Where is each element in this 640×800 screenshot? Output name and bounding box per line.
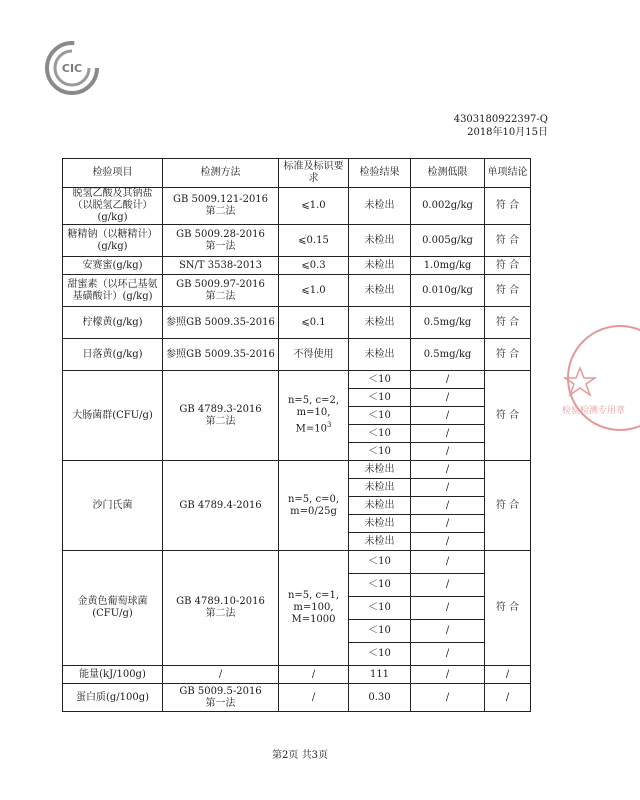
result-cell: 未检出 (349, 275, 411, 307)
table-row (63, 684, 531, 712)
table-row (63, 225, 531, 257)
standard-line: n=5, c=2, (287, 395, 340, 407)
conclusion-cell: 符 合 (485, 257, 531, 275)
report-date: 2018年10月15日 (467, 127, 548, 138)
table-row (63, 188, 531, 225)
micro-item-cell: 金黄色葡萄球菌(CFU/g) (63, 551, 163, 666)
limit-cell: / (411, 684, 485, 712)
result-cell: 未检出 (349, 225, 411, 257)
item-cell: 柠檬黄(g/kg) (63, 307, 163, 339)
header-method: 检测方法 (163, 159, 279, 188)
result-cell: ＜10 (349, 443, 411, 461)
header-item: 检验项目 (63, 159, 163, 188)
header-conclusion: 单项结论 (485, 159, 531, 188)
conclusion-cell: 符 合 (485, 371, 531, 461)
limit-cell: / (411, 533, 485, 551)
method-code: / (218, 668, 223, 680)
conclusion-cell: 符 合 (485, 307, 531, 339)
standard-line-text: m=0/25g (290, 505, 337, 517)
method-code: GB 4789.4-2016 (179, 499, 262, 511)
standard-cell: / (279, 666, 349, 684)
result-cell: ＜10 (349, 371, 411, 389)
result-cell: 未检出 (349, 188, 411, 225)
method-code: GB 5009.121-2016 (172, 194, 269, 205)
method-sub: 第二法 (205, 206, 236, 217)
standard-line-text: m=10, M=10 (295, 407, 331, 435)
method-cell (163, 461, 279, 551)
stamp-text: 检验检测专用章 (562, 406, 626, 416)
header-result: 检验结果 (349, 159, 411, 188)
conclusion-cell: 符 合 (485, 225, 531, 257)
item-cell: 脱氢乙酸及其钠盐（以脱氢乙酸计）(g/kg) (63, 188, 163, 225)
standard-line: n=5, c=1, (287, 590, 340, 601)
standard-line (281, 407, 346, 435)
standard-line (281, 602, 346, 626)
limit-cell: 0.5mg/kg (411, 307, 485, 339)
conclusion-cell: / (485, 666, 531, 684)
limit-cell: / (411, 461, 485, 479)
conclusion-cell: 符 合 (485, 339, 531, 371)
standard-line: n=5, c=0, (287, 493, 340, 505)
conclusion-cell: 符 合 (485, 188, 531, 225)
result-cell: 未检出 (349, 515, 411, 533)
table-row (63, 666, 531, 684)
method-cell (163, 551, 279, 666)
table-row (63, 275, 531, 307)
result-cell: 0.30 (349, 684, 411, 712)
standard-cell: 不得使用 (279, 339, 349, 371)
conclusion-cell: / (485, 684, 531, 712)
method-code: SN/T 3538-2013 (178, 259, 263, 271)
limit-cell: 0.010g/kg (411, 275, 485, 307)
method-sub: 第二法 (205, 608, 236, 619)
inspection-results-table (62, 158, 531, 712)
result-cell: 未检出 (349, 497, 411, 515)
method-cell (163, 188, 279, 225)
page-footer: 第2页 共3页 (272, 750, 328, 761)
result-cell: 未检出 (349, 533, 411, 551)
item-cell: 蛋白质(g/100g) (63, 684, 163, 712)
method-code: 参照GB 5009.35-2016 (166, 316, 275, 328)
method-sub: 第一法 (205, 697, 236, 709)
method-cell (163, 666, 279, 684)
result-cell: ＜10 (349, 597, 411, 620)
method-cell (163, 339, 279, 371)
limit-cell: / (411, 574, 485, 597)
method-code: GB 5009.97-2016 (176, 278, 265, 290)
limit-cell: / (411, 479, 485, 497)
limit-cell: / (411, 643, 485, 666)
limit-cell: / (411, 443, 485, 461)
table-row (63, 461, 531, 479)
micro-standard-cell (279, 371, 349, 461)
header-standard: 标准及标识要求 (279, 159, 349, 188)
micro-standard-cell (279, 461, 349, 551)
standard-cell: ⩽0.15 (279, 225, 349, 257)
standard-line (281, 506, 346, 518)
standard-cell: / (279, 684, 349, 712)
standard-cell: ⩽1.0 (279, 188, 349, 225)
method-code: 参照GB 5009.35-2016 (166, 348, 275, 360)
result-cell: 未检出 (349, 479, 411, 497)
conclusion-cell: 符 合 (485, 461, 531, 551)
item-cell: 糖精钠（以糖精计）(g/kg) (63, 225, 163, 257)
table-row (63, 371, 531, 389)
method-cell (163, 307, 279, 339)
standard-cell: ⩽1.0 (279, 275, 349, 307)
conclusion-cell: 符 合 (485, 551, 531, 666)
result-cell: 未检出 (349, 461, 411, 479)
method-cell (163, 275, 279, 307)
report-number: 4303180922397-Q (453, 114, 548, 125)
header-limit: 检测低限 (411, 159, 485, 188)
standard-line-text: m=100, M=1000 (291, 602, 336, 625)
item-cell: 日落黄(g/kg) (63, 339, 163, 371)
limit-cell: / (411, 407, 485, 425)
result-cell: ＜10 (349, 551, 411, 574)
item-cell: 能量(kJ/100g) (63, 666, 163, 684)
standard-cell: ⩽0.1 (279, 307, 349, 339)
logo-text: CIC (61, 62, 83, 75)
limit-cell: / (411, 666, 485, 684)
result-cell: 未检出 (349, 339, 411, 371)
result-cell: 111 (349, 666, 411, 684)
method-cell (163, 257, 279, 275)
cic-logo (44, 40, 100, 96)
result-cell: ＜10 (349, 643, 411, 666)
limit-cell: / (411, 620, 485, 643)
result-cell: ＜10 (349, 389, 411, 407)
result-cell: ＜10 (349, 425, 411, 443)
report-number-block (454, 113, 548, 139)
method-code: GB 5009.5-2016 (179, 685, 262, 697)
micro-item-cell: 沙门氏菌 (63, 461, 163, 551)
standard-exponent: 3 (326, 421, 332, 430)
limit-cell: / (411, 389, 485, 407)
result-cell: 未检出 (349, 257, 411, 275)
table-row (63, 551, 531, 574)
limit-cell: 0.005g/kg (411, 225, 485, 257)
method-code: GB 4789.3-2016 (179, 403, 262, 415)
table-row (63, 339, 531, 371)
method-code: GB 5009.28-2016 (176, 228, 265, 240)
limit-cell: 0.5mg/kg (411, 339, 485, 371)
result-cell: 未检出 (349, 307, 411, 339)
standard-cell: ⩽0.3 (279, 257, 349, 275)
table-row (63, 257, 531, 275)
inspection-stamp (560, 318, 640, 438)
limit-cell: / (411, 371, 485, 389)
micro-standard-cell (279, 551, 349, 666)
result-cell: ＜10 (349, 407, 411, 425)
limit-cell: / (411, 551, 485, 574)
conclusion-cell: 符 合 (485, 275, 531, 307)
method-sub: 第一法 (205, 240, 236, 252)
result-cell: ＜10 (349, 574, 411, 597)
method-sub: 第二法 (205, 415, 236, 427)
result-cell: ＜10 (349, 620, 411, 643)
method-cell (163, 684, 279, 712)
item-cell: 安赛蜜(g/kg) (63, 257, 163, 275)
method-code: GB 4789.10-2016 (176, 596, 265, 607)
limit-cell: / (411, 515, 485, 533)
method-cell (163, 225, 279, 257)
micro-item-cell: 大肠菌群(CFU/g) (63, 371, 163, 461)
method-cell (163, 371, 279, 461)
limit-cell: / (411, 597, 485, 620)
item-cell: 甜蜜素（以环己基氨基磺酸计）(g/kg) (63, 275, 163, 307)
limit-cell: 1.0mg/kg (411, 257, 485, 275)
limit-cell: 0.002g/kg (411, 188, 485, 225)
table-header-row (63, 159, 531, 188)
limit-cell: / (411, 497, 485, 515)
limit-cell: / (411, 425, 485, 443)
table-row (63, 307, 531, 339)
method-sub: 第二法 (205, 290, 236, 302)
